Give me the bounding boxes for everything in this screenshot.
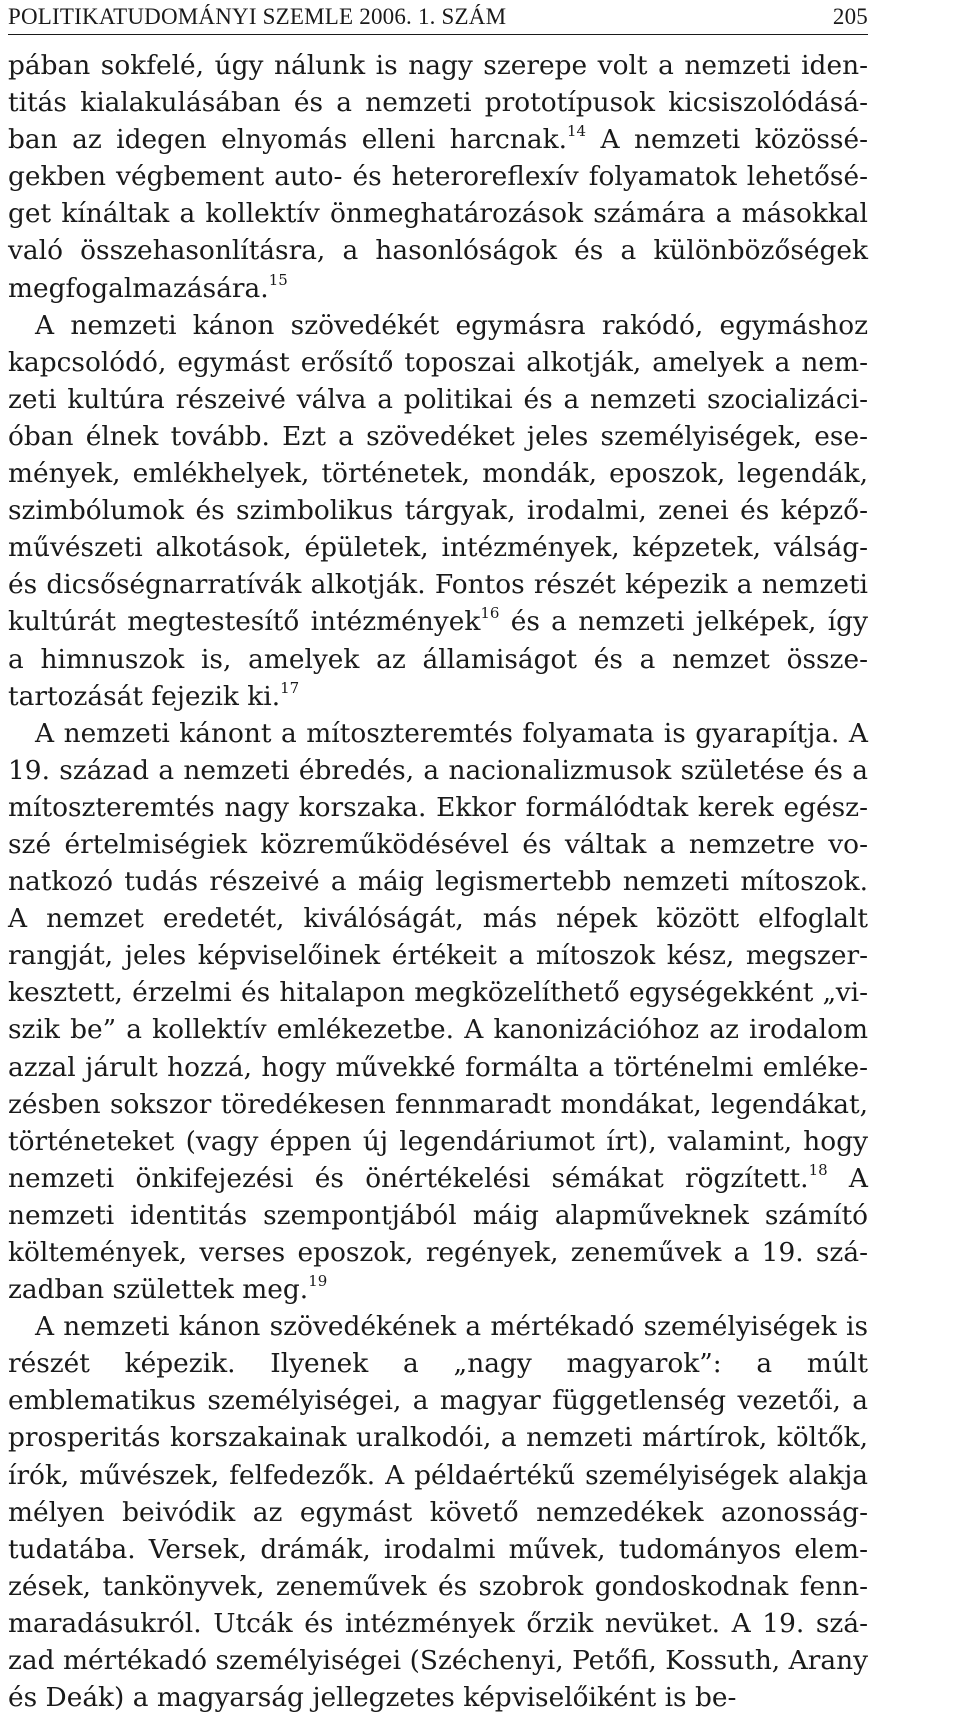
paragraph — [8, 47, 868, 307]
journal-title: POLITIKATUDOMÁNYI SZEMLE 2006. 1. SZÁM — [8, 4, 507, 29]
paragraph-text: A nemzeti kánon szövedékét egymásra rakódó, egymáshoz kapcsolódó, egymást erősítő toposzai alkotják, amelyek a nemzeti kultúra részeivé válva a politikai és a nemzeti szocializációban élnek tovább. Ezt a szövedéket jeles személyiségek, események, emlékhelyek, történetek, mondák, eposzok, legendák, szimbólumok és szimbolikus tárgyak, irodalmi, zenei és képzőművészeti alkotások, épületek, intézmények, képzetek, válság- és dicsőségnarratívák alkotják. Fontos részét képezik a nemzeti kultúrát megtestesítő intézmények — [8, 309, 868, 638]
paragraph — [8, 1308, 868, 1716]
paragraph-text: A nemzeti identitás szempontjából máig alapműveknek számító költemények, verses eposzok, regények, zeneművek a 19. században születtek meg. — [8, 1162, 868, 1306]
paragraph — [8, 715, 868, 1309]
paragraph — [8, 307, 868, 715]
running-head — [8, 0, 868, 35]
footnote-ref: 17 — [280, 678, 300, 697]
paragraph-text: A nemzeti kánon szövedékének a mértékadó személyiségek is részét képezik. Ilyenek a „nagy magyarok”: a múlt emblematikus személyiségei, a magyar függetlenség vezetői, a prosperitás korszakainak uralkodói, a nemzeti mártírok, költők, írók, művészek, felfedezők. A példaértékű személyiségek alakja mélyen beivódik az egymást követő nemzedékek azonosságtudatába. Versek, drámák, irodalmi művek, tudományos elemzések, tankönyvek, zeneművek és szobrok gondoskodnak fennmaradásukról. Utcák és intézmények őrzik nevüket. A 19. század mértékadó személyiségei (Széchenyi, Petőfi, Kossuth, Arany és Deák) a magyarság jellegzetes képviselőiként is be- — [8, 1311, 868, 1714]
footnote-ref: 18 — [808, 1160, 828, 1179]
paragraph-text: A nemzeti közösségekben végbement auto- és heteroreflexív folyamatok lehetőséget kínáltak a kollektív önmeghatározások számára a másokkal való összehasonlításra, a hasonlóságok és a különbözőségek megfogalmazására. — [8, 124, 868, 304]
paragraph-text: és a nemzeti jelképek, így a himnuszok is, amelyek az államiságot és a nemzet összetartozását fejezik ki. — [8, 606, 868, 712]
body-text — [8, 47, 868, 1716]
document-page — [8, 0, 868, 1716]
page-number: 205 — [832, 4, 868, 29]
footnote-ref: 16 — [480, 604, 500, 623]
footnote-ref: 15 — [268, 270, 288, 289]
footnote-ref: 14 — [566, 122, 587, 141]
paragraph-text: pában sokfelé, úgy nálunk is nagy szerepe volt a nemzeti identitás kialakulásában és a nemzeti prototípusok kicsiszolódásában az idegen elnyomás elleni harcnak. — [8, 50, 868, 156]
footnote-ref: 19 — [308, 1272, 328, 1291]
paragraph-text: A nemzeti kánont a mítoszteremtés folyamata is gyarapítja. A 19. század a nemzeti ébredés, a nacionalizmusok születése és a mítoszteremtés nagy korszaka. Ekkor formálódtak kerek egészszé értelmiségiek közreműködésével és váltak a nemzetre vonatkozó tudás részeivé a máig legismertebb nemzeti mítoszok. A nemzet eredetét, kiválóságát, más népek között elfoglalt rangját, jeles képviselőinek értékeit a mítoszok kész, megszerkesztett, érzelmi és hitalapon megközelíthető egységekként „viszik be” a kollektív emlékezetbe. A kanonizációhoz az irodalom azzal járult hozzá, hogy művekké formálta a történelmi emlékezésben sokszor töredékesen fennmaradt mondákat, legendákat, történeteket (vagy éppen új legendáriumot írt), valamint, hogy nemzeti önkifejezési és önértékelési sémákat rögzített. — [8, 717, 868, 1194]
